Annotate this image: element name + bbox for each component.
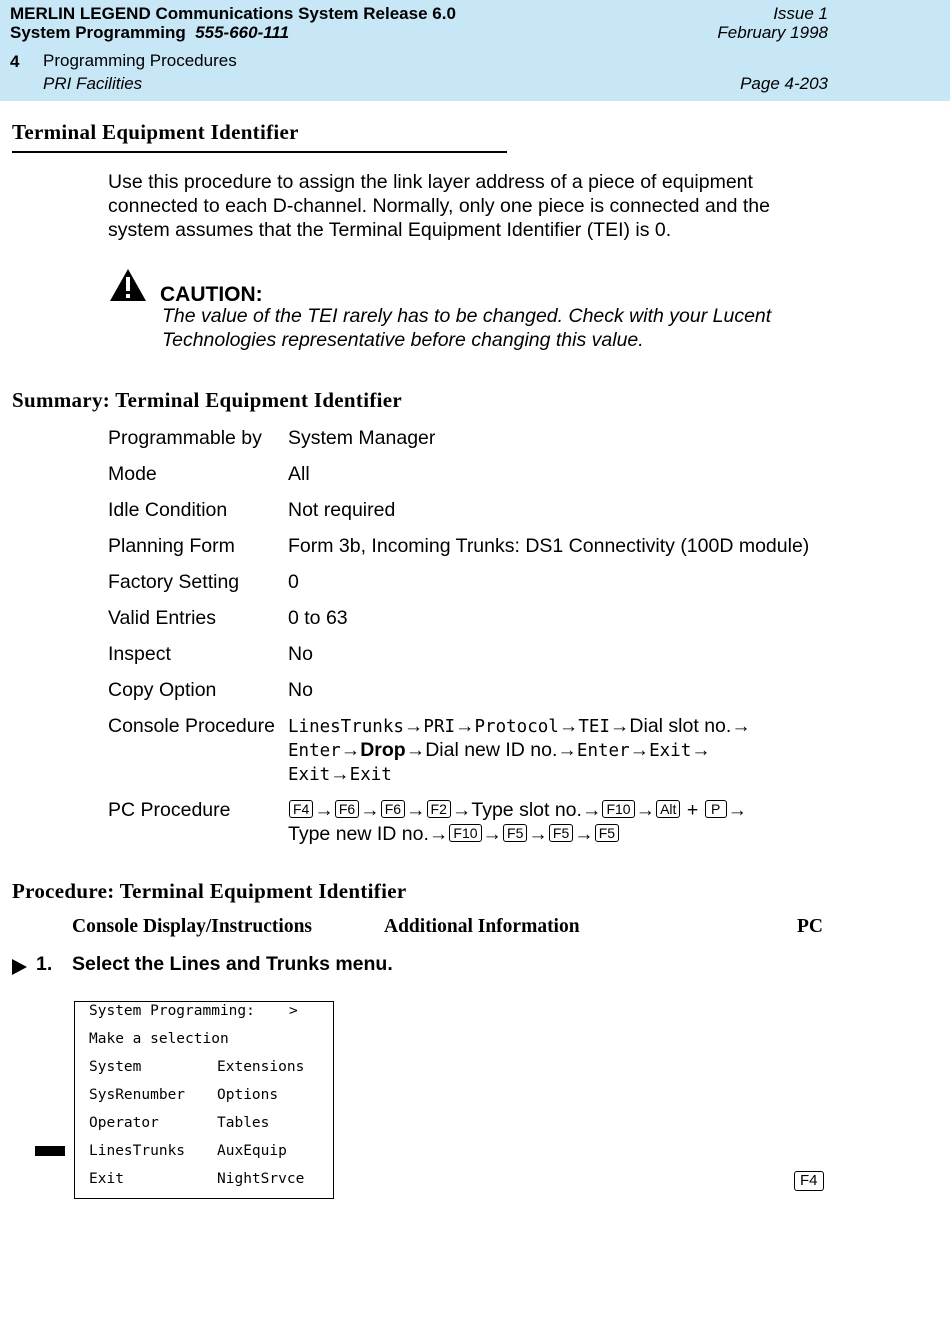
summary-label: Programmable by — [108, 427, 262, 449]
summary-label: Factory Setting — [108, 571, 240, 593]
header-title-line2 — [10, 23, 289, 43]
console-key-pri: PRI — [423, 717, 456, 737]
console-procedure-line1 — [288, 714, 751, 739]
screen-menu-item[interactable]: Extensions — [217, 1059, 305, 1075]
arrow-icon: → — [451, 799, 472, 821]
console-procedure-line2 — [288, 738, 711, 763]
arrow-icon: → — [574, 823, 594, 845]
summary-value: Form 3b, Incoming Trunks: DS1 Connectivity (100D module) — [288, 535, 810, 557]
arrow-icon: → — [528, 823, 548, 845]
summary-label: Idle Condition — [108, 499, 228, 521]
screen-menu-item[interactable]: Options — [217, 1087, 279, 1103]
arrow-icon: → — [428, 823, 449, 845]
key-f5: F5 — [549, 824, 573, 842]
summary-label: Mode — [108, 463, 157, 485]
key-f2: F2 — [427, 800, 451, 818]
console-procedure-line3 — [288, 762, 392, 787]
header-title-line1: MERLIN LEGEND Communications System Release 6.0 — [10, 4, 456, 23]
summary-value: System Manager — [288, 427, 436, 449]
summary-label: Copy Option — [108, 679, 217, 701]
header-chapter-number: 4 — [10, 52, 20, 71]
screen-menu-item[interactable]: SysRenumber — [89, 1087, 186, 1103]
console-instruction: Dial slot no. — [629, 715, 732, 737]
arrow-icon: → — [482, 823, 503, 845]
arrow-icon: → — [403, 715, 424, 737]
step-number: 1. — [36, 953, 53, 975]
arrow-icon: → — [558, 715, 579, 737]
summary-label: Inspect — [108, 643, 171, 665]
key-f10: F10 — [449, 824, 481, 842]
warning-triangle-icon — [109, 268, 147, 307]
arrow-icon: → — [406, 799, 426, 821]
console-display-screen — [74, 1001, 334, 1199]
arrow-icon: → — [360, 799, 380, 821]
arrow-icon: → — [330, 763, 350, 785]
arrow-icon: → — [405, 739, 426, 761]
page-header — [0, 0, 950, 101]
col-header-console: Console Display/Instructions — [72, 916, 312, 937]
screen-menu-item[interactable]: AuxEquip — [217, 1143, 287, 1159]
screen-menu-item[interactable]: System — [89, 1059, 142, 1075]
summary-value: 0 to 63 — [288, 607, 348, 629]
screen-menu-item-linestrunks[interactable]: LinesTrunks — [89, 1143, 186, 1159]
header-issue: Issue 1 — [773, 4, 828, 23]
pc-key-cell — [793, 1171, 825, 1192]
key-p: P — [705, 800, 727, 818]
screen-next-indicator: > — [289, 1003, 298, 1019]
arrow-icon: → — [314, 799, 334, 821]
key-f5: F5 — [503, 824, 527, 842]
header-doc-title: System Programming — [10, 23, 186, 42]
summary-label: Valid Entries — [108, 607, 217, 629]
console-key-exit: Exit — [649, 741, 692, 761]
pc-procedure-line2 — [288, 822, 620, 846]
key-f6: F6 — [381, 800, 405, 818]
plus-sign: + — [686, 799, 699, 821]
pc-procedure-line1 — [288, 798, 747, 822]
arrow-icon: → — [635, 799, 656, 821]
col-header-pc: PC — [797, 916, 823, 937]
console-key-tei: TEI — [578, 717, 610, 737]
header-chapter-title: Programming Procedures — [43, 51, 237, 70]
selection-indicator — [35, 1146, 65, 1156]
pc-instruction: Type new ID no. — [288, 823, 429, 845]
summary-value: Not required — [288, 499, 396, 521]
summary-value: All — [288, 463, 310, 485]
console-key-enter: Enter — [288, 741, 341, 761]
header-doc-number: 555-660-111 — [195, 23, 290, 42]
arrow-icon: → — [455, 715, 475, 737]
section-title: Terminal Equipment Identifier — [12, 120, 299, 144]
title-rule — [12, 151, 507, 153]
arrow-icon: → — [609, 715, 630, 737]
arrow-icon: → — [581, 799, 602, 821]
console-key-protocol: Protocol — [474, 717, 559, 737]
console-instruction: Dial new ID no. — [425, 739, 558, 761]
summary-label: Planning Form — [108, 535, 235, 557]
header-section: PRI Facilities — [43, 74, 143, 93]
console-key-exit: Exit — [288, 765, 331, 785]
arrow-icon: → — [340, 739, 361, 761]
procedure-heading: Procedure: Terminal Equipment Identifier — [12, 879, 407, 903]
screen-prompt: Make a selection — [89, 1031, 229, 1047]
key-f4: F4 — [794, 1171, 824, 1191]
screen-title: System Programming: — [89, 1003, 255, 1019]
key-alt: Alt — [656, 800, 680, 818]
screen-menu-item[interactable]: NightSrvce — [217, 1171, 305, 1187]
console-procedure-label: Console Procedure — [108, 715, 275, 737]
arrow-icon: → — [557, 739, 577, 761]
step-pointer-icon — [12, 959, 27, 975]
summary-heading: Summary: Terminal Equipment Identifier — [12, 388, 403, 412]
pc-instruction: Type slot no. — [471, 799, 582, 821]
screen-menu-item[interactable]: Operator — [89, 1115, 159, 1131]
console-key-enter: Enter — [576, 741, 630, 761]
header-page-number: Page 4-203 — [740, 74, 828, 93]
step-text: Select the Lines and Trunks menu. — [72, 953, 393, 975]
arrow-icon: → — [691, 739, 711, 761]
arrow-icon: → — [727, 799, 748, 821]
col-header-info: Additional Information — [384, 916, 580, 937]
console-key-linestrunks: LinesTrunks — [288, 717, 404, 737]
key-f6: F6 — [335, 800, 359, 818]
arrow-icon: → — [731, 715, 751, 737]
intro-paragraph: Use this procedure to assign the link layer address of a piece of equipment connected to each D-channel. Normally, only one piece is connected and the system assumes that the Terminal Equipment Identifier (TEI) is 0. — [108, 171, 770, 241]
console-key-exit: Exit — [349, 765, 392, 785]
header-date: February 1998 — [717, 23, 828, 42]
key-f10: F10 — [602, 800, 634, 818]
key-f4: F4 — [289, 800, 313, 818]
key-f5: F5 — [595, 824, 619, 842]
pc-procedure-label: PC Procedure — [108, 799, 231, 821]
summary-value: 0 — [288, 571, 299, 593]
caution-text: The value of the TEI rarely has to be changed. Check with your Lucent Technologies representative before changing this value. — [162, 305, 772, 351]
arrow-icon: → — [629, 739, 650, 761]
screen-menu-item[interactable]: Exit — [89, 1171, 124, 1187]
console-key-drop: Drop — [360, 739, 406, 761]
summary-value: No — [288, 643, 313, 665]
summary-value: No — [288, 679, 313, 701]
screen-menu-item[interactable]: Tables — [217, 1115, 270, 1131]
caution-label: CAUTION: — [160, 283, 263, 306]
